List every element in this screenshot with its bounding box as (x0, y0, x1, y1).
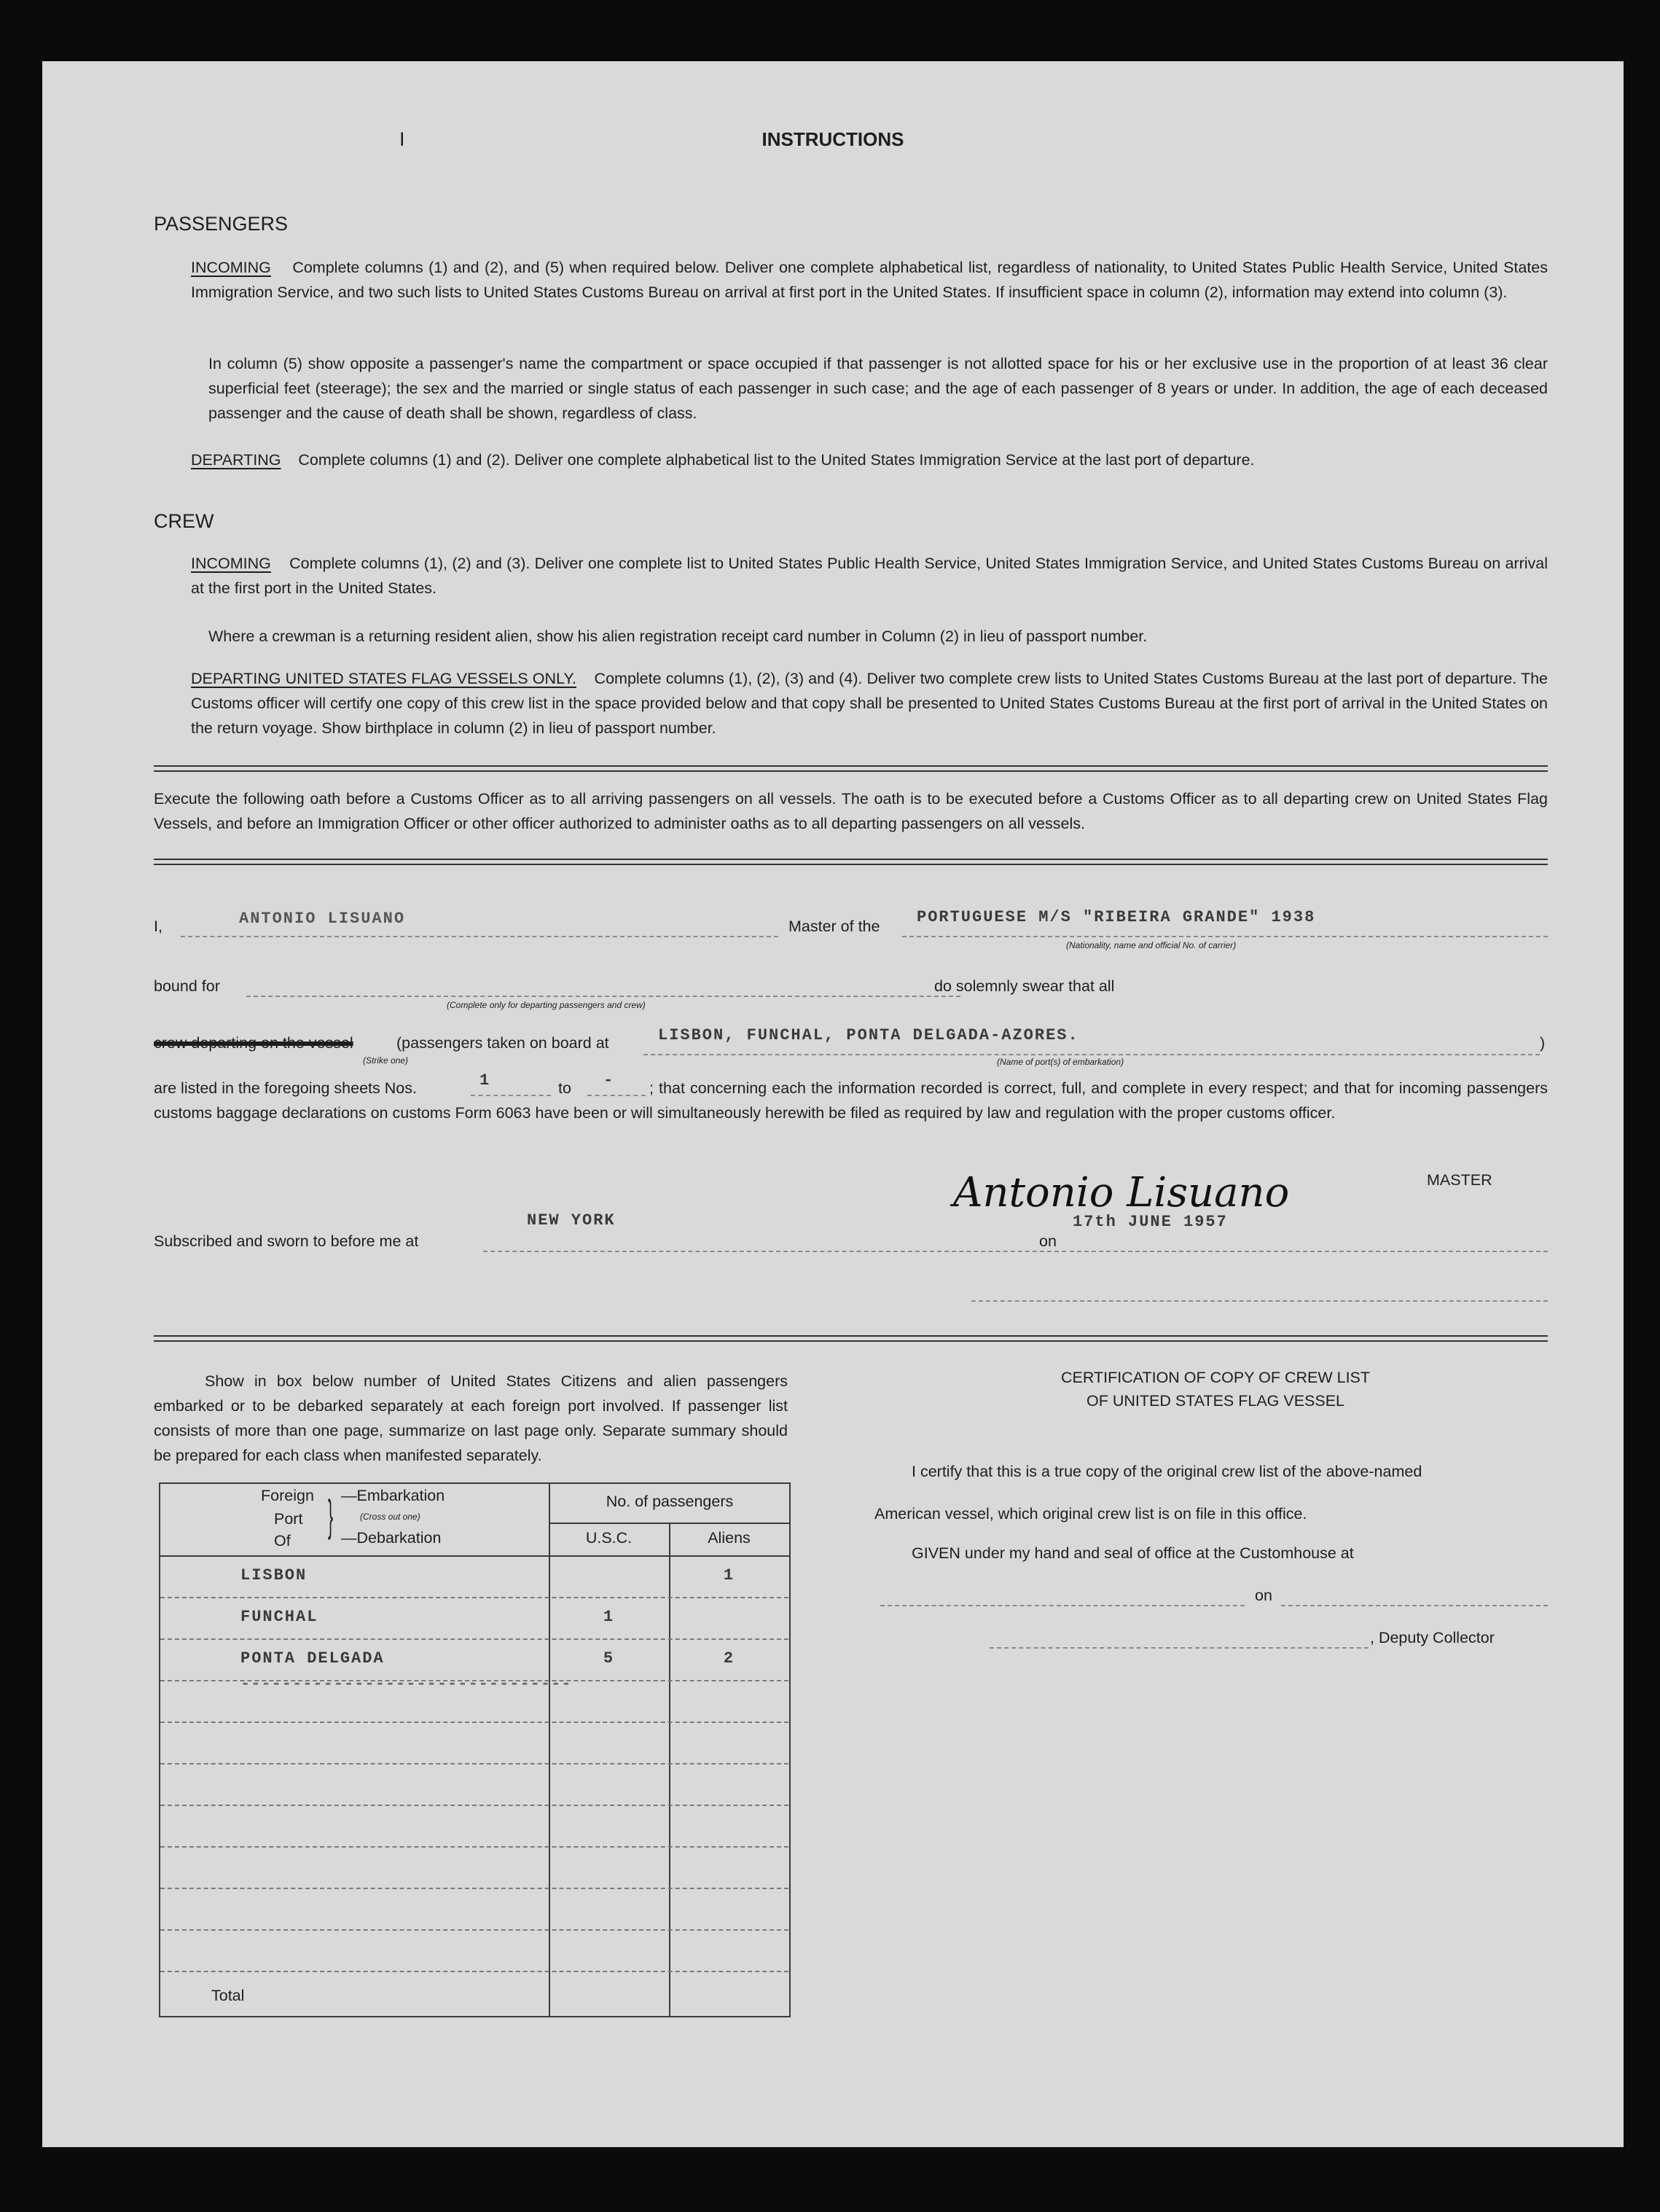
summary-table (159, 1482, 791, 2017)
crew-departing-text: Complete columns (1), (2), (3) and (4). Deliver two complete crew lists to United States Customs Bureau at the last port of departure. The Customs officer will certify one copy of this crew list in the space provided below and that copy shall be presented to United States Customs Bureau at the first port of arrival in the United States on the return voyage. Show birthplace in column (2) in lieu of passport number. (191, 670, 1548, 737)
passengers-departing-label: DEPARTING (191, 451, 281, 469)
row-aliens: 1 (723, 1566, 735, 1584)
total-label: Total (211, 1987, 245, 2004)
row-port: -------------------------------- (240, 1675, 572, 1693)
passengers-incoming (191, 255, 1548, 305)
row-line (160, 1888, 788, 1889)
vessel-name: PORTUGUESE M/S "RIBEIRA GRANDE" 1938 (917, 908, 1316, 926)
swear-label: do solemnly swear that all (934, 977, 1115, 995)
table-border (789, 1482, 791, 2017)
table-border (159, 1482, 791, 1484)
header-divider (549, 1523, 791, 1524)
embarkation-ports: LISBON, FUNCHAL, PONTA DELGADA-AZORES. (658, 1026, 1079, 1044)
bound-caption: (Complete only for departing passengers and crew) (447, 1000, 646, 1010)
sworn-date: 17th JUNE 1957 (1073, 1213, 1228, 1231)
place-line (483, 1251, 1066, 1252)
row-line (160, 1971, 788, 1972)
certification-title-2: OF UNITED STATES FLAG VESSEL (1086, 1392, 1345, 1410)
sheet-from: 1 (479, 1071, 491, 1090)
crew-incoming-label: INCOMING (191, 555, 271, 572)
strike-caption: (Strike one) (363, 1055, 409, 1066)
bound-for-label: bound for (154, 977, 220, 995)
row-line (160, 1805, 788, 1806)
master-of-label: Master of the (788, 918, 880, 935)
deputy-line (990, 1647, 1369, 1649)
oath-i-label: I, (154, 918, 163, 935)
date-line (1070, 1251, 1548, 1252)
passengers-column5-text: In column (5) show opposite a passenger's name the compartment or space occupied if that passenger is not allotted space for his or her exclusive use in the proportion of at least 36 clear superficial feet (steerage); the sex and the married or single status of each passenger in such case; and the age of each passenger of 8 years or under. In addition, the age of each deceased passenger and the cause of death shall be shown, regardless of class. (208, 355, 1548, 422)
certification-text-1: I certify that this is a true copy of the original crew list of the above-named (912, 1463, 1422, 1480)
divider-rule (154, 1340, 1548, 1342)
summary-instructions: Show in box below number of United States Citizens and alien passengers embarked or to be debarked separately at each foreign port involved. If passenger list consists of more than one page, summarize on last page only. Separate summary should be prepared for each class when manifested separately. (154, 1372, 788, 1464)
row-usc: 5 (603, 1649, 615, 1668)
row-line (160, 1929, 788, 1931)
divider-rule (154, 1335, 1548, 1337)
divider-rule (154, 770, 1548, 772)
passengers-departing (191, 448, 1548, 472)
row-usc: 1 (603, 1608, 615, 1626)
row-aliens: 2 (723, 1649, 735, 1668)
row-line (160, 1638, 788, 1640)
certification-text-2: American vessel, which original crew list is on file in this office. (874, 1505, 1307, 1523)
listed-rest: ; that concerning each the information recorded is correct, full, and complete in every respect; and that for incoming passengers customs baggage declarations on customs Form 6063 have been or will simultaneously herewith be filed as required by law and regulation with the proper customs officer. (154, 1079, 1548, 1122)
header-bottom (159, 1555, 791, 1557)
column-divider (549, 1482, 550, 2017)
oath-intro: Execute the following oath before a Customs Officer as to all arriving passengers on all vessels. The oath is to be executed before a Customs Officer as to all departing crew on United States Flag Vessels, and before an Immigration Officer or other officer authorized to administer oaths as to all departing passengers on all vessels. (154, 790, 1548, 832)
row-line (160, 1846, 788, 1848)
deputy-collector-label: , Deputy Collector (1370, 1629, 1495, 1646)
table-border (159, 2016, 791, 2017)
certification-on-label: on (1255, 1587, 1272, 1604)
row-port: FUNCHAL (240, 1608, 318, 1626)
crew-departing-label: DEPARTING UNITED STATES FLAG VESSELS ONLY. (191, 670, 576, 687)
officer-signature-line (971, 1300, 1548, 1302)
subscribed-label: Subscribed and sworn to before me at (154, 1232, 419, 1250)
passengers-incoming-text: Complete columns (1) and (2), and (5) when required below. Deliver one complete alphabetical list, regardless of nationality, to United States Public Health Service, United States Immigration Service, and two such lists to United States Customs Bureau on arrival at first port in the United States. If insufficient space in column (2), information may extend into column (3). (191, 259, 1548, 301)
header-num-passengers: No. of passengers (606, 1493, 734, 1510)
table-border (159, 1482, 160, 2017)
to-label: to (558, 1079, 571, 1097)
close-paren: ) (1540, 1034, 1546, 1052)
passengers-on-board-label: (passengers taken on board at (396, 1034, 609, 1052)
passengers-heading: PASSENGERS (154, 213, 289, 235)
header-brace: } (328, 1491, 334, 1540)
crew-departing (191, 666, 1548, 740)
certification-date-line (1281, 1605, 1548, 1606)
ports-line (643, 1054, 1540, 1055)
header-port: Port (274, 1510, 303, 1528)
master-name-line (181, 936, 778, 937)
sheet-to: - (603, 1071, 615, 1090)
master-label: MASTER (1427, 1171, 1492, 1189)
master-name: ANTONIO LISUANO (239, 910, 406, 928)
ports-caption: (Name of port(s) of embarkation) (997, 1057, 1124, 1067)
crew-heading: CREW (154, 510, 214, 532)
crew-incoming-text: Complete columns (1), (2) and (3). Deliver one complete list to United States Public Health Service, United States Immigration Service, and United States Customs Bureau on arrival at the first port in the United States. (191, 555, 1548, 597)
row-line (160, 1721, 788, 1723)
vessel-line (902, 936, 1548, 937)
header-foreign: Foreign (261, 1487, 314, 1504)
customhouse-line (880, 1605, 1245, 1606)
divider-rule (154, 864, 1548, 865)
header-cross-out: (Cross out one) (360, 1512, 420, 1522)
header-debarkation: —Debarkation (341, 1529, 442, 1547)
row-port: LISBON (240, 1566, 308, 1584)
master-signature: Antonio Lisuano (953, 1169, 1290, 1216)
listed-label: are listed in the foregoing sheets Nos. (154, 1079, 417, 1097)
certification-text-3: GIVEN under my hand and seal of office at the Customhouse at (912, 1544, 1354, 1562)
divider-rule (154, 765, 1548, 767)
sworn-place: NEW YORK (527, 1211, 616, 1230)
on-label: on (1039, 1232, 1057, 1250)
document-page (42, 61, 1624, 2147)
crew-resident-text: Where a crewman is a returning resident alien, show his alien registration receipt card number in Column (2) in lieu of passport number. (208, 628, 1148, 645)
passengers-incoming-label: INCOMING (191, 259, 271, 276)
crew-incoming (191, 551, 1548, 601)
header-aliens: Aliens (708, 1529, 751, 1547)
vessel-caption: (Nationality, name and official No. of carrier) (1066, 940, 1237, 950)
bound-for-line (246, 996, 960, 997)
page-title: INSTRUCTIONS (762, 128, 904, 150)
struck-text: crew departing on the vessel (154, 1034, 353, 1052)
header-of: Of (274, 1532, 291, 1549)
certification-title-1: CERTIFICATION OF COPY OF CREW LIST (1060, 1369, 1371, 1386)
corner-number: I (399, 128, 405, 150)
row-line (160, 1597, 788, 1598)
passengers-departing-text: Complete columns (1) and (2). Deliver one complete alphabetical list to the United States Immigration Service at the last port of departure. (298, 451, 1255, 469)
row-port: PONTA DELGADA (240, 1649, 385, 1668)
header-usc: U.S.C. (585, 1529, 633, 1547)
row-line (160, 1763, 788, 1764)
divider-rule (154, 859, 1548, 860)
header-embarkation: —Embarkation (341, 1487, 445, 1504)
